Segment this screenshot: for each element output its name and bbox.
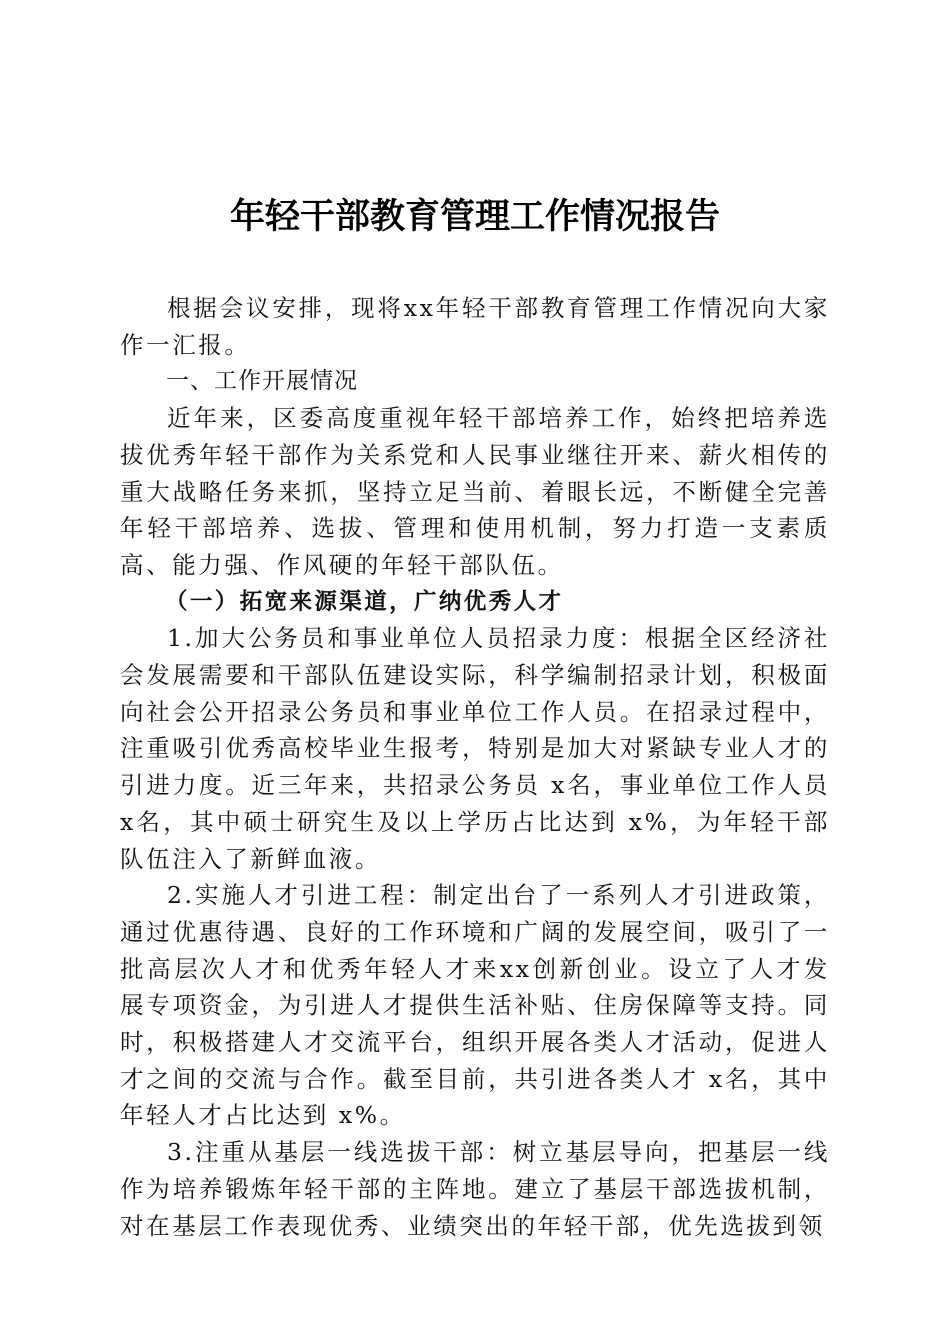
- section-intro-paragraph: 近年来，区委高度重视年轻干部培养工作，始终把培养选拔优秀年轻干部作为关系党和人民事业继往开来、薪火相传的重大战略任务来抓，坚持立足当前、着眼长远，不断健全完善年轻干部培养、选拔、管理和使用机制，努力打造一支素质高、能力强、作风硬的年轻干部队伍。: [120, 404, 830, 579]
- intro-paragraph: 根据会议安排，现将xx年轻干部教育管理工作情况向大家作一汇报。: [120, 294, 830, 359]
- item-paragraph-2: 2.实施人才引进工程：制定出台了一系列人才引进政策，通过优惠待遇、良好的工作环境和广阔的发展空间，吸引了一批高层次人才和优秀年轻人才来xx创新创业。设立了人才发展专项资金，为引进人才提供生活补贴、住房保障等支持。同时，积极搭建人才交流平台，组织开展各类人才活动，促进人才之间的交流与合作。截至目前，共引进各类人才 x名，其中年轻人才占比达到 x%。: [120, 881, 830, 1130]
- item-paragraph-1: 1.加大公务员和事业单位人员招录力度：根据全区经济社会发展需要和干部队伍建设实际，科学编制招录计划，积极面向社会公开招录公务员和事业单位工作人员。在招录过程中，注重吸引优秀高校毕业生报考，特别是加大对紧缺专业人才的引进力度。近三年来，共招录公务员 x名，事业单位工作人员x名，其中硕士研究生及以上学历占比达到 x%，为年轻干部队伍注入了新鲜血液。: [120, 624, 830, 873]
- document-body: [120, 290, 830, 1244]
- subsection-heading: （一）拓宽来源渠道，广纳优秀人才: [165, 588, 564, 615]
- section-heading: 一、工作开展情况: [166, 368, 358, 395]
- document-title: 年轻干部教育管理工作情况报告: [229, 196, 720, 237]
- item-paragraph-3: 3.注重从基层一线选拔干部：树立基层导向，把基层一线作为培养锻炼年轻干部的主阵地。建立了基层干部选拔机制，对在基层工作表现优秀、业绩突出的年轻干部，优先选拔到领: [120, 1138, 830, 1240]
